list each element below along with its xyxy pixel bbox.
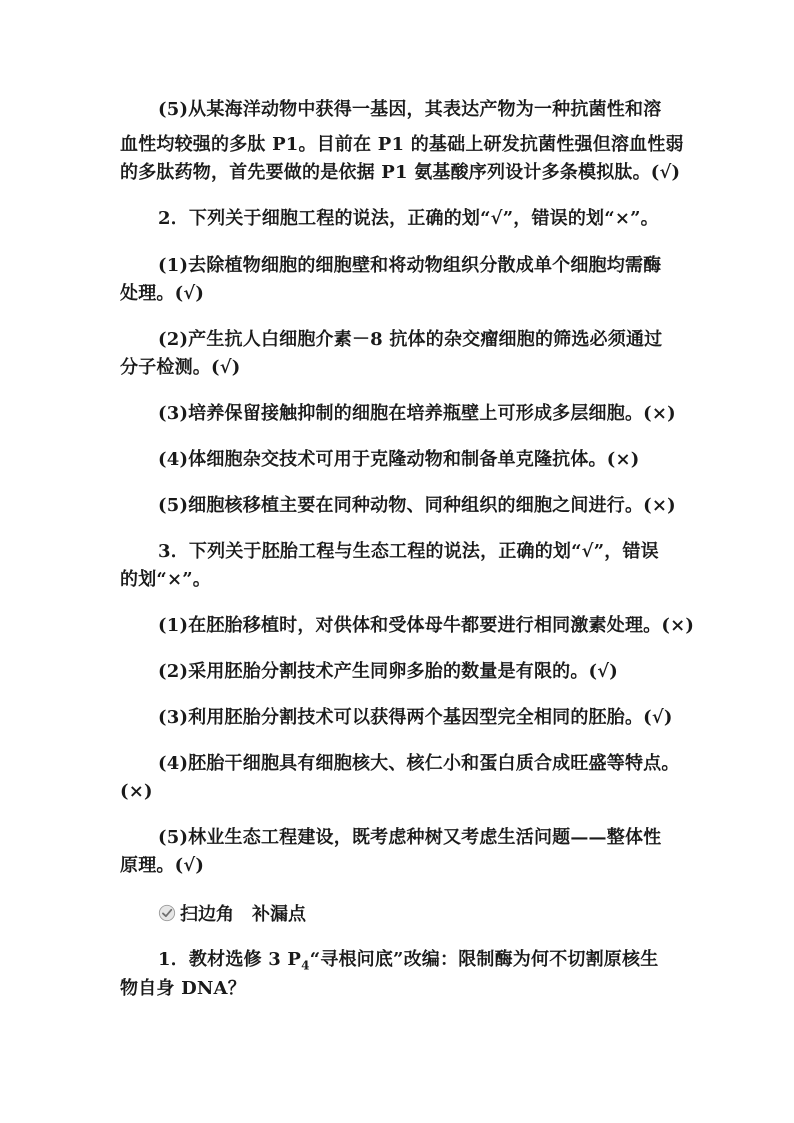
text-line: 的多肽药物，首先要做的是依据 P1 氨基酸序列设计多条模拟肽。(√) [120,162,681,183]
question-text-suffix: “寻根问底”改编：限制酶为何不切割原核生 [309,949,659,970]
text-line: (4)体细胞杂交技术可用于克隆动物和制备单克隆抗体。(×) [158,449,640,470]
question-heading: 3．下列关于胚胎工程与生态工程的说法，正确的划“√”，错误 [158,541,659,562]
text-line: (×) [120,781,153,802]
text-line: 分子检测。(√) [120,357,241,378]
text-line: (4)胚胎干细胞具有细胞核大、核仁小和蛋白质合成旺盛等特点。 [158,753,680,774]
text-line: (5)林业生态工程建设，既考虑种树又考虑生活问题——整体性 [158,827,662,848]
question-line [158,948,658,978]
text-line: 血性均较强的多肽 P1。目前在 P1 的基础上研发抗菌性强但溶血性弱 [120,134,684,155]
section-title-part1: 扫边角 [180,904,234,925]
section-heading [158,900,306,926]
text-line: (1)去除植物细胞的细胞壁和将动物组织分散成单个细胞均需酶 [158,255,662,276]
text-line: (2)产生抗人白细胞介素－8 抗体的杂交瘤细胞的筛选必须通过 [158,329,663,350]
check-badge-icon [158,904,176,922]
text-line: 的划“×”。 [120,569,211,590]
text-line: (1)在胚胎移植时，对供体和受体母牛都要进行相同激素处理。(×) [158,615,695,636]
question-text-prefix: 1．教材选修 3 P [158,949,302,970]
text-line: 处理。(√) [120,283,205,304]
text-line: (3)培养保留接触抑制的细胞在培养瓶壁上可形成多层细胞。(×) [158,403,676,424]
text-line: (5)从某海洋动物中获得一基因，其表达产物为一种抗菌性和溶 [158,99,662,120]
question-subscript: 4 [301,958,310,973]
text-line: 原理。(√) [120,855,205,876]
section-title-part2: 补漏点 [252,904,306,925]
text-line: (2)采用胚胎分割技术产生同卵多胎的数量是有限的。(√) [158,661,619,682]
question-line: 物自身 DNA？ [120,978,246,999]
question-heading: 2．下列关于细胞工程的说法，正确的划“√”，错误的划“×”。 [158,208,659,229]
text-line: (5)细胞核移植主要在同种动物、同种组织的细胞之间进行。(×) [158,495,676,516]
text-line: (3)利用胚胎分割技术可以获得两个基因型完全相同的胚胎。(√) [158,707,673,728]
